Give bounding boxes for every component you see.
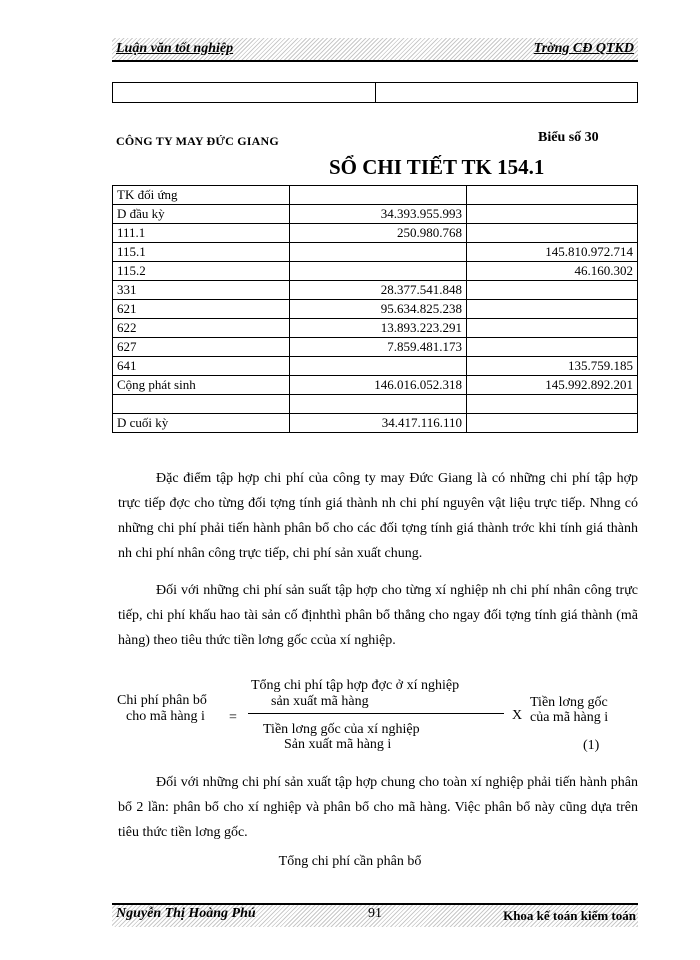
ledger-debit-cell xyxy=(290,262,467,281)
ledger-debit-cell: 95.634.825.238 xyxy=(290,300,467,319)
ledger-debit-cell xyxy=(290,186,467,205)
ledger-row xyxy=(113,414,638,433)
ledger-row xyxy=(113,262,638,281)
ledger-row xyxy=(113,319,638,338)
ledger-credit-cell: 145.810.972.714 xyxy=(467,243,638,262)
ledger-account-cell: 641 xyxy=(113,357,290,376)
ledger-row xyxy=(113,281,638,300)
ledger-credit-cell xyxy=(467,224,638,243)
paragraph-2 xyxy=(118,578,638,653)
paragraph-2-text: Đối với những chi phí sản suất tập hợp cho từng xí nghiệp nh chi phí nhân công trực tiếp, chi phí khấu hao tài sản cố địnhthì phân bổ thẳng cho ngay đối tợng tính giá thành (mã hàng) theo tiêu thức tiền lơng gốc ccủa xí nghiệp. xyxy=(118,583,638,648)
ledger-account-cell: 621 xyxy=(113,300,290,319)
ledger-row xyxy=(113,300,638,319)
ledger-row xyxy=(113,186,638,205)
formula-times: X xyxy=(512,708,523,723)
formula-rhs-line2: của mã hàng i xyxy=(530,710,609,725)
ledger-credit-cell: 46.160.302 xyxy=(467,262,638,281)
ledger-account-cell: TK đối ứng xyxy=(113,186,290,205)
ledger-debit-cell: 7.859.481.173 xyxy=(290,338,467,357)
ledger-debit-cell: 34.417.116.110 xyxy=(290,414,467,433)
ledger-account-cell: 331 xyxy=(113,281,290,300)
ledger-credit-cell: 145.992.892.201 xyxy=(467,376,638,395)
company-name: CÔNG TY MAY ĐỨC GIANG xyxy=(116,134,279,148)
ledger-row xyxy=(113,243,638,262)
ledger-row xyxy=(113,376,638,395)
ledger-debit-cell: 28.377.541.848 xyxy=(290,281,467,300)
ledger-account-cell: 115.1 xyxy=(113,243,290,262)
formula-denominator-line2: Sản xuất mã hàng i xyxy=(284,737,392,752)
ledger-debit-cell xyxy=(290,395,467,414)
ledger-debit-cell: 146.016.052.318 xyxy=(290,376,467,395)
ledger-debit-cell: 250.980.768 xyxy=(290,224,467,243)
ledger-table xyxy=(112,185,638,433)
formula-denominator-line1: Tiền lơng gốc của xí nghiệp xyxy=(263,722,420,737)
formula-lhs-line2: cho mã hàng i xyxy=(126,709,205,724)
ledger-title: SỔ CHI TIẾT TK 154.1 xyxy=(329,155,545,179)
paragraph-3 xyxy=(118,770,638,845)
empty-top-table xyxy=(112,82,638,103)
formula-rhs-line1: Tiền lơng gốc xyxy=(530,695,608,710)
ledger-row xyxy=(113,205,638,224)
ledger-debit-cell xyxy=(290,243,467,262)
fraction-bar xyxy=(248,713,504,714)
ledger-debit-cell: 13.893.223.291 xyxy=(290,319,467,338)
formula-lhs-line1: Chi phí phân bổ xyxy=(117,693,207,708)
formula-number: (1) xyxy=(583,738,600,753)
ledger-credit-cell xyxy=(467,205,638,224)
ledger-account-cell: Cộng phát sinh xyxy=(113,376,290,395)
ledger-account-cell: 111.1 xyxy=(113,224,290,243)
paragraph-1-text: Đặc điểm tập hợp chi phí của công ty may Đức Giang là có những chi phí tập hợp trực tiếp đợc cho từng đối tợng tính giá thành nh chi phí nguyên vật liệu trực tiếp. Nhng có những chi phí phải tiến hành phân bổ cho các đối tợng tính giá thành trớc khi tính giá thành nh chi phí nhân công trực tiếp, chi phí sản xuất chung. xyxy=(118,471,638,561)
ledger-credit-cell xyxy=(467,395,638,414)
ledger-credit-cell xyxy=(467,414,638,433)
ledger-row xyxy=(113,338,638,357)
header-school-label: Trờng CĐ QTKD xyxy=(533,41,634,56)
formula-numerator-line2: sản xuất mã hàng xyxy=(271,694,369,709)
ledger-debit-cell xyxy=(290,357,467,376)
formula-equals: = xyxy=(229,710,237,725)
ledger-account-cell: D đầu kỳ xyxy=(113,205,290,224)
footer-author: Nguyễn Thị Hoàng Phú xyxy=(116,906,256,921)
ledger-row xyxy=(113,395,638,414)
ledger-credit-cell xyxy=(467,319,638,338)
ledger-credit-cell xyxy=(467,300,638,319)
ledger-credit-cell xyxy=(467,186,638,205)
ledger-credit-cell xyxy=(467,281,638,300)
footer-page-number: 91 xyxy=(368,906,382,921)
header-thesis-label: Luận văn tốt nghiệp xyxy=(116,41,234,56)
next-formula-heading: Tổng chi phí cần phân bổ xyxy=(278,854,422,869)
ledger-account-cell: 627 xyxy=(113,338,290,357)
form-number: Biểu số 30 xyxy=(538,130,599,145)
ledger-row xyxy=(113,224,638,243)
ledger-account-cell: D cuối kỳ xyxy=(113,414,290,433)
ledger-credit-cell: 135.759.185 xyxy=(467,357,638,376)
ledger-debit-cell: 34.393.955.993 xyxy=(290,205,467,224)
allocation-formula xyxy=(0,676,700,766)
ledger-credit-cell xyxy=(467,338,638,357)
formula-numerator-line1: Tổng chi phí tập hợp đợc ở xí nghiệp xyxy=(251,678,460,693)
ledger-row xyxy=(113,357,638,376)
paragraph-1 xyxy=(118,466,638,566)
paragraph-3-text: Đối với những chi phí sản xuất tập hợp chung cho toàn xí nghiệp phải tiến hành phân bổ 2 lần: phân bổ cho xí nghiệp và phân bổ cho mã hàng. Việc phân bổ này cũng dựa trên tiêu thức tiền lơng gốc. xyxy=(118,775,638,840)
footer-department: Khoa kế toán kiểm toán xyxy=(503,908,636,923)
ledger-account-cell: 622 xyxy=(113,319,290,338)
ledger-account-cell xyxy=(113,395,290,414)
ledger-account-cell: 115.2 xyxy=(113,262,290,281)
